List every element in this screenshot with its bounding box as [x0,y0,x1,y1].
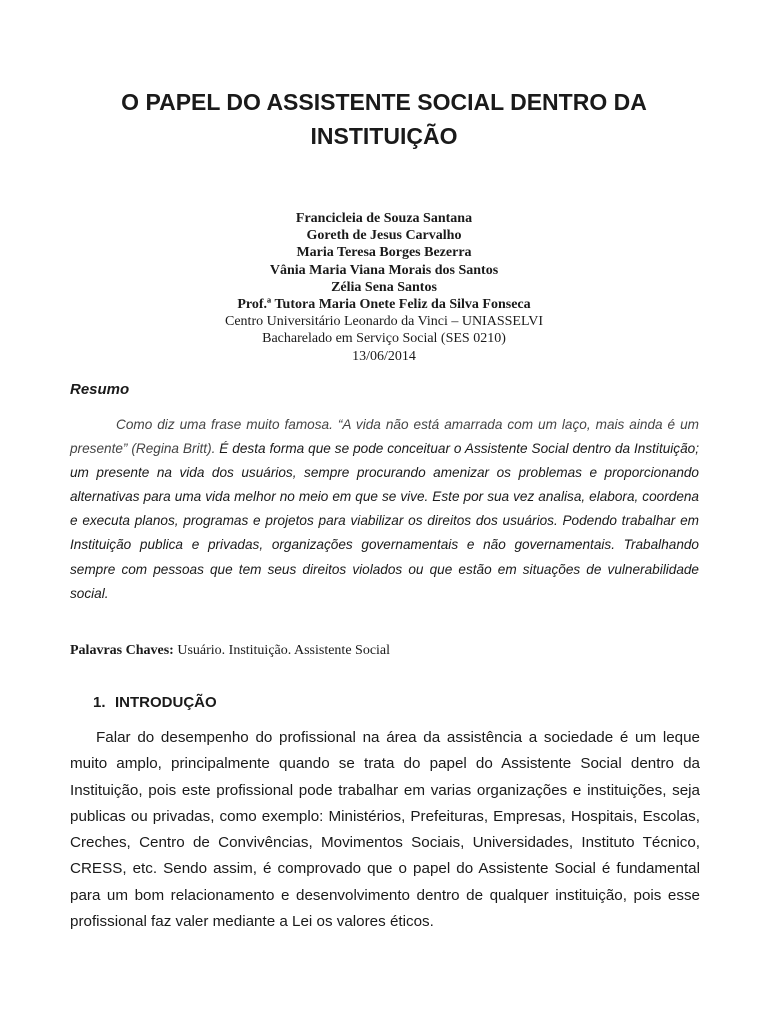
author-name: Maria Teresa Borges Bezerra [296,245,472,261]
section-title: INTRODUÇÃO [115,694,217,711]
keywords-label: Palavras Chaves: [70,643,174,658]
abstract-quote: Como diz uma frase muito famosa. “A vida não está amarrada com um laço, mais ainda é um presente” (Regina Britt). [70,417,699,457]
title-line-2: INSTITUIÇÃO [310,123,458,149]
keywords-text: Usuário. Instituição. Assistente Social [173,643,391,658]
abstract-heading: Resumo [70,381,130,398]
author-block [60,210,708,365]
institution-name: Centro Universitário Leonardo da Vinci – UNIASSELVI [225,314,543,330]
author-name: Vânia Maria Viana Morais dos Santos [269,262,499,278]
document-date: 13/06/2014 [352,348,416,364]
section-number: 1. [93,694,106,711]
introduction-paragraph: Falar do desempenho do profissional na área da assistência a sociedade é um leque muito amplo, principalmente quando se trata do papel do Assistente Social dentro da Instituição, pois este profissional pode trabalhar em varias organizações e instituições, seja publicas ou privadas, como exemplo: Ministérios, Prefeituras, Empresas, Hospitais, Escolas, Creches, Centro de Convivências, Movimentos Sociais, Universidades, Instituto Técnico, CRESS, etc. Sendo assim, é comprovado que o papel do Assistente Social é fundamental para um bom relacionamento e desenvolvimento dentro de qualquer instituição, pois esse profissional faz valer mediante a Lei os valores éticos. [70,729,700,931]
abstract-body: É desta forma que se pode conceituar o Assistente Social dentro da Instituição; um presente na vida dos usuários, sempre procurando amenizar os problemas e proporcionando alternativas para uma vida melhor no meio em que se vive. Este por sua vez analisa, elabora, coordena e executa planos, programas e projetos para viabilizar os direitos dos usuários. Podendo trabalhar em Instituição publica e privadas, organizações governamentais e não governamentais. Trabalhando sempre com pessoas que tem seus direitos violados ou que estão em situações de vulnerabilidade social. [70,441,699,601]
section-heading [93,694,217,711]
author-name: Goreth de Jesus Carvalho [306,228,462,244]
title-line-1: O PAPEL DO ASSISTENTE SOCIAL DENTRO DA [121,89,647,115]
keywords-line [70,643,390,659]
tutor-name: Prof.ª Tutora Maria Onete Feliz da Silva Fonseca [237,297,531,313]
document-title [60,85,708,153]
course-name: Bacharelado em Serviço Social (SES 0210) [262,331,506,347]
author-name: Francicleia de Souza Santana [295,211,473,226]
author-name: Zélia Sena Santos [331,279,437,295]
abstract-paragraph [70,413,699,606]
